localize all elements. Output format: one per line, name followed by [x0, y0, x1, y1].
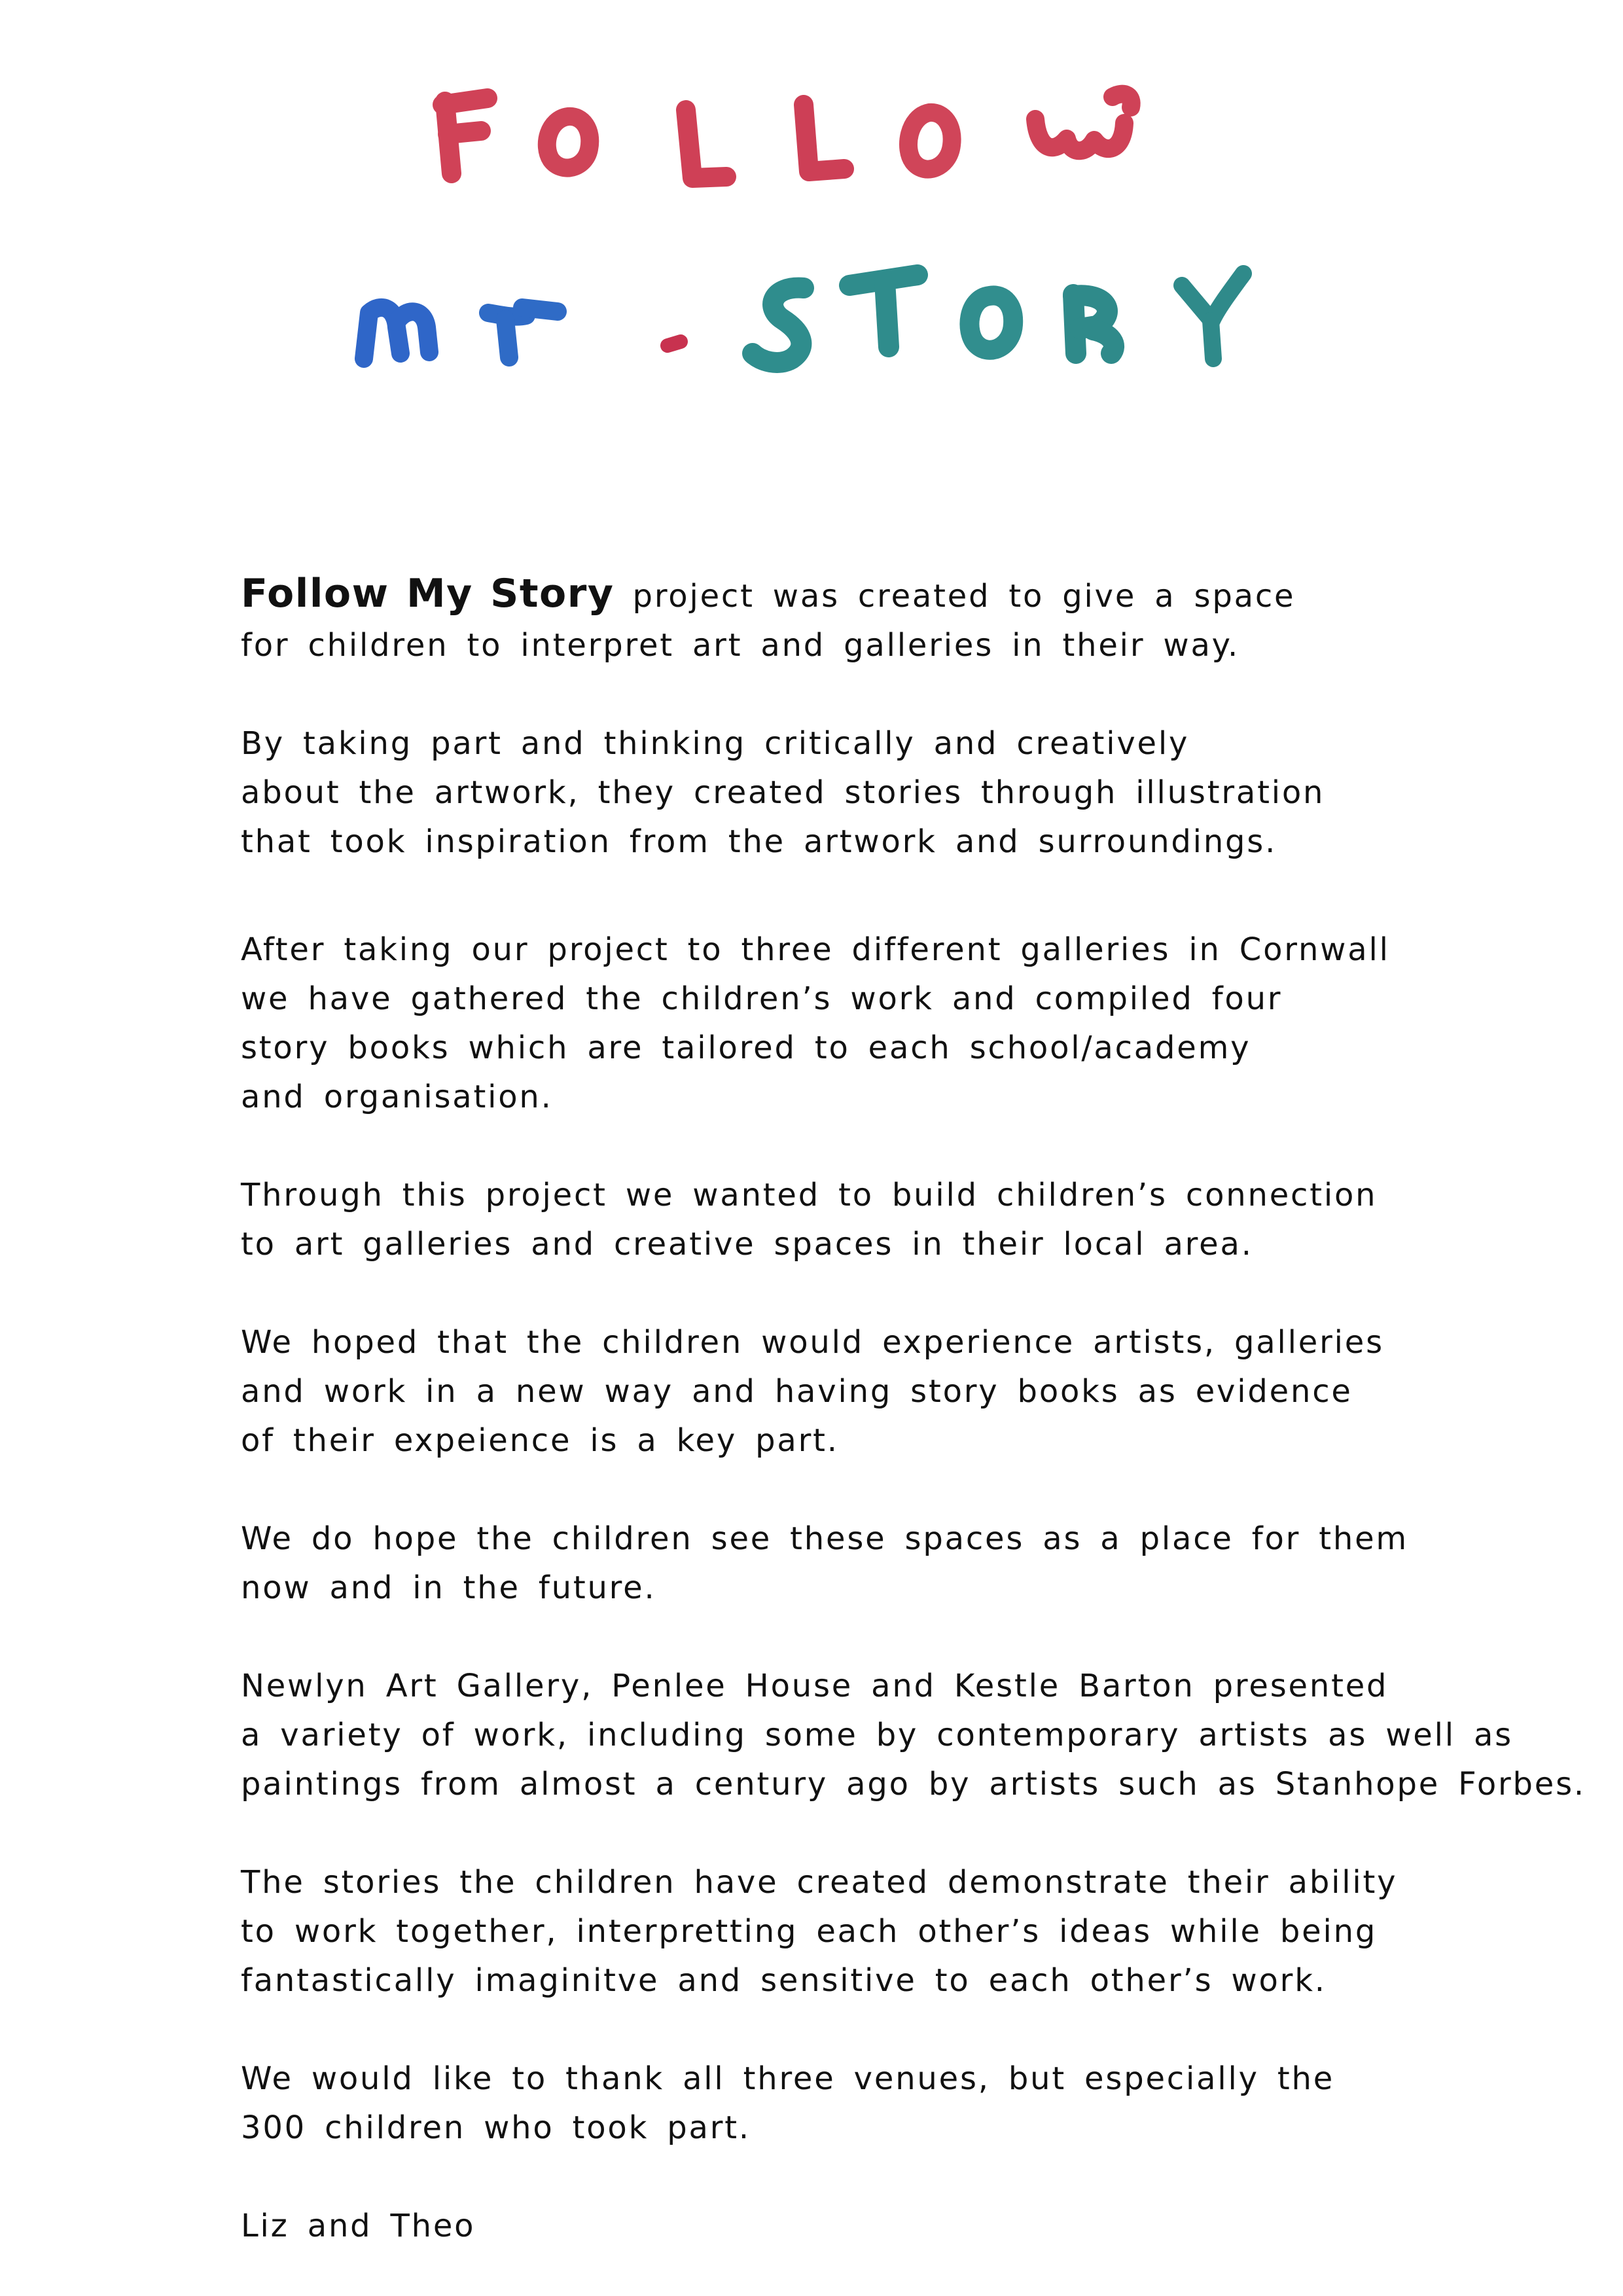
logo-letter-t — [849, 275, 918, 347]
paragraph-8-line-1: We would like to thank all three venues, but especially the — [241, 2060, 1335, 2097]
logo-letter-y2 — [1182, 274, 1243, 359]
paragraph-5-line-1: We do hope the children see these spaces as a place for them — [241, 1520, 1408, 1557]
paragraph-1 — [241, 719, 1602, 867]
logo-letter-f — [442, 98, 488, 173]
logo-letter-r — [1073, 295, 1114, 353]
paragraph-4-line-2: and work in a new way and having story books as evidence — [241, 1373, 1353, 1410]
paragraph-4 — [241, 1318, 1602, 1465]
paragraph-3-line-1: Through this project we wanted to build children’s connection — [241, 1177, 1378, 1213]
paragraph-8-line-2: 300 children who took part. — [241, 2109, 751, 2146]
paragraph-7-line-1: The stories the children have created demonstrate their ability — [241, 1864, 1398, 1901]
paragraph-6-line-1: Newlyn Art Gallery, Penlee House and Kestle Barton presented — [241, 1668, 1389, 1704]
paragraph-5 — [241, 1515, 1602, 1613]
paragraph-8 — [241, 2054, 1602, 2153]
paragraph-2-line-3: story books which are tailored to each school/academy — [241, 1030, 1251, 1066]
logo-letter-w — [1035, 94, 1132, 151]
paragraph-4-line-1: We hoped that the children would experience artists, galleries — [241, 1324, 1384, 1361]
paragraph-4-line-3: of their expeience is a key part. — [241, 1422, 839, 1459]
follow-my-story-logo — [0, 0, 1623, 419]
paragraph-2-line-1: After taking our project to three different galleries in Cornwall — [241, 931, 1390, 968]
intro-line-1-text: project was created to give a space — [632, 578, 1296, 615]
intro-line-1 — [241, 569, 1602, 621]
intro-line-2: for children to interpret art and galleries in their way. — [241, 627, 1240, 664]
paragraph-2 — [241, 925, 1602, 1122]
logo-letter-m — [364, 308, 429, 359]
logo-letter-s — [753, 288, 804, 363]
paragraph-7-line-2: to work together, interpretting each other’s ideas while being — [241, 1913, 1378, 1950]
signature: Liz and Theo — [241, 2208, 476, 2244]
intro-paragraph — [241, 569, 1602, 670]
paragraph-1-line-1: By taking part and thinking critically and creatively — [241, 725, 1190, 762]
project-title: Follow My Story — [241, 571, 615, 617]
logo-letter-l1 — [686, 110, 726, 178]
logo-letter-l2 — [804, 105, 844, 171]
paragraph-5-line-2: now and in the future. — [241, 1570, 656, 1606]
paragraph-7 — [241, 1858, 1602, 2005]
logo-letter-o — [547, 117, 590, 168]
logo-artwork — [0, 0, 1623, 419]
paragraph-2-line-2: we have gathered the children’s work and compiled four — [241, 980, 1283, 1017]
logo-dot — [668, 342, 681, 346]
paragraph-1-line-3: that took inspiration from the artwork and surroundings. — [241, 823, 1277, 860]
document-body — [241, 569, 1602, 2251]
paragraph-6 — [241, 1662, 1602, 1809]
paragraph-3-line-2: to art galleries and creative spaces in their local area. — [241, 1226, 1253, 1263]
paragraph-6-line-3: paintings from almost a century ago by artists such as Stanhope Forbes. — [241, 1766, 1586, 1803]
paragraph-2-line-4: and organisation. — [241, 1079, 553, 1115]
paragraph-3 — [241, 1171, 1602, 1269]
paragraph-1-line-2: about the artwork, they created stories through illustration — [241, 774, 1325, 811]
paragraph-6-line-2: a variety of work, including some by contemporary artists as well as — [241, 1717, 1513, 1753]
paragraph-7-line-3: fantastically imaginitve and sensitive to each other’s work. — [241, 1962, 1327, 1999]
logo-letter-o2 — [908, 113, 952, 170]
logo-letter-o3 — [969, 295, 1013, 350]
logo-letter-y — [488, 308, 558, 357]
